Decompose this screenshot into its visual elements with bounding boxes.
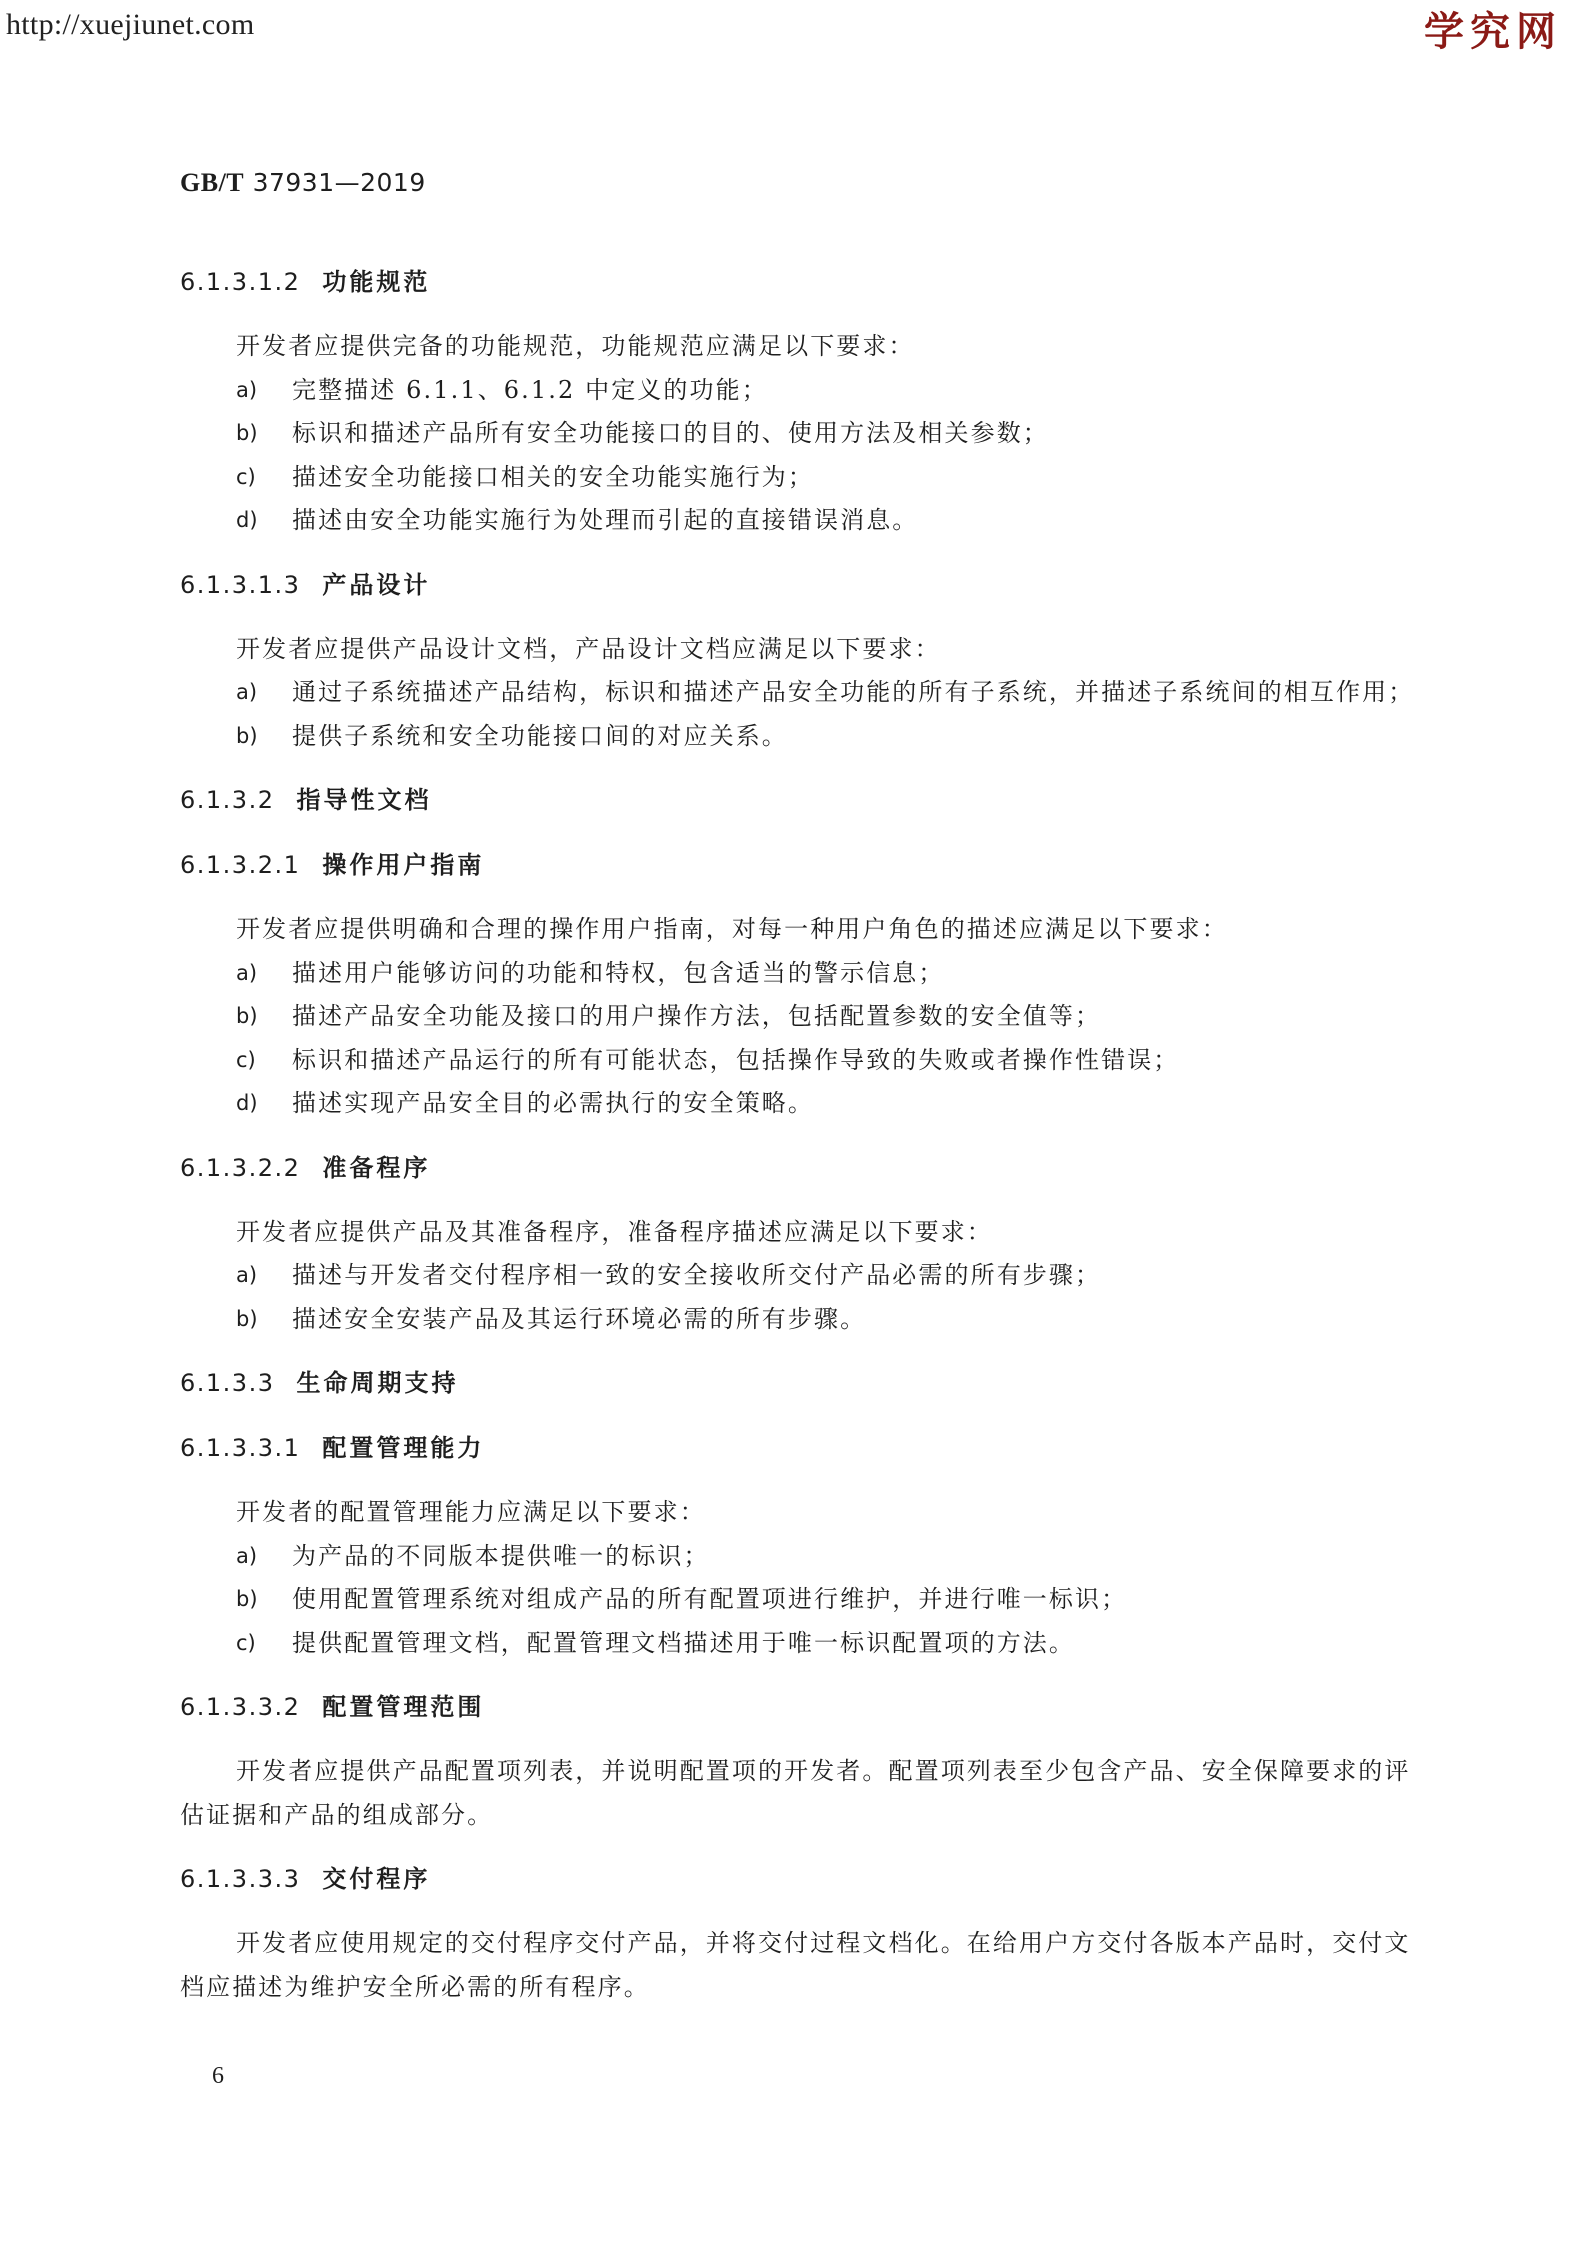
list-item-marker: b) [236,723,258,748]
section-heading [180,843,1420,887]
list-item [180,412,1420,456]
list-item-marker: d) [236,508,258,532]
site-url: http://xuejiunet.com [6,8,255,41]
section-heading [180,778,1420,822]
section-block [180,260,1420,543]
section-block [180,843,1420,1126]
list-item-text: 通过子系统描述产品结构，标识和描述产品安全功能的所有子系统，并描述子系统间的相互作用； [292,678,1415,706]
section-number: 6.1.3.1.2 [180,268,301,296]
section-number: 6.1.3.2 [180,786,275,814]
section-block [180,778,1420,822]
section-block [180,1857,1420,2009]
list-item [180,1254,1420,1298]
page-number: 6 [212,2063,224,2089]
section-title: 配置管理范围 [322,1693,485,1721]
document-body [180,260,1420,2029]
section-paragraph: 开发者应使用规定的交付程序交付产品，并将交付过程文档化。在给用户方交付各版本产品时，交付文档应描述为维护安全所必需的所有程序。 [180,1929,1411,2001]
list-item-marker: a) [236,680,258,704]
list-item [180,671,1420,715]
list-item [180,369,1420,413]
section-block [180,1685,1420,1837]
list-item [180,1622,1420,1666]
standard-code [180,168,426,198]
list-item-text: 描述实现产品安全目的必需执行的安全策略。 [292,1089,814,1117]
section-title: 产品设计 [322,570,431,599]
list-item [180,1535,1420,1579]
section-paragraph: 开发者应提供产品配置项列表，并说明配置项的开发者。配置项列表至少包含产品、安全保障要求的评估证据和产品的组成部分。 [180,1757,1411,1829]
section-heading [180,1426,1420,1470]
section-number: 6.1.3.1.3 [180,570,301,599]
section-paragraph: 开发者应提供产品及其准备程序，准备程序描述应满足以下要求： [236,1217,993,1246]
section-heading [180,1146,1420,1190]
list-item [180,1298,1420,1342]
list-item-marker: a) [236,1263,258,1287]
section-title: 交付程序 [322,1865,431,1893]
list-item [180,995,1420,1039]
section-paragraph: 开发者应提供产品设计文档，产品设计文档应满足以下要求： [236,634,941,663]
list-item-text: 描述用户能够访问的功能和特权，包含适当的警示信息； [292,958,945,987]
section-heading [180,1857,1420,1901]
list-item-text: 为产品的不同版本提供唯一的标识； [292,1541,710,1570]
section-number: 6.1.3.2.2 [180,1153,301,1182]
list-item-marker: d) [236,1091,258,1115]
list-item-marker: a) [236,377,258,402]
list-item-text: 描述产品安全功能及接口的用户操作方法，包括配置参数的安全值等； [292,1002,1102,1030]
section-block [180,1426,1420,1665]
section-title: 功能规范 [322,268,431,296]
section-block [180,1146,1420,1342]
section-heading [180,260,1420,304]
list-item-marker: b) [236,1004,258,1028]
list-item [180,1578,1420,1622]
list-item-text: 完整描述 6.1.1、6.1.2 中定义的功能； [292,375,768,404]
list-item-marker: c) [236,464,256,489]
site-brand-logo: 学究网 [1424,8,1562,55]
list-item-text: 标识和描述产品所有安全功能接口的目的、使用方法及相关参数； [292,419,1049,447]
list-item-text: 描述安全功能接口相关的安全功能实施行为； [292,462,814,491]
section-heading [180,1685,1420,1729]
list-item-text: 描述与开发者交付程序相一致的安全接收所交付产品必需的所有步骤； [292,1261,1102,1289]
section-number: 6.1.3.3.1 [180,1434,301,1462]
section-title: 生命周期支持 [296,1369,459,1397]
list-item-marker: c) [236,1047,256,1072]
list-item-marker: b) [236,421,258,445]
list-item [180,499,1420,543]
section-number: 6.1.3.3 [180,1369,275,1397]
list-item-marker: b) [236,1306,258,1331]
section-block [180,1361,1420,1405]
section-number: 6.1.3.2.1 [180,851,301,879]
list-item-text: 描述由安全功能实施行为处理而引起的直接错误消息。 [292,506,919,534]
list-item-text: 标识和描述产品运行的所有可能状态，包括操作导致的失败或者操作性错误； [292,1045,1180,1074]
section-title: 准备程序 [322,1153,431,1182]
section-heading [180,563,1420,607]
standard-prefix: GB/T [180,168,245,197]
list-item [180,456,1420,500]
list-item [180,952,1420,996]
section-paragraph: 开发者应提供完备的功能规范，功能规范应满足以下要求： [236,332,915,360]
section-title: 配置管理能力 [322,1434,485,1462]
list-item-marker: c) [236,1630,256,1655]
section-heading [180,1361,1420,1405]
section-title: 操作用户指南 [322,851,485,879]
section-paragraph: 开发者的配置管理能力应满足以下要求： [236,1498,706,1526]
section-number: 6.1.3.3.3 [180,1865,301,1893]
list-item-text: 提供配置管理文档，配置管理文档描述用于唯一标识配置项的方法。 [292,1628,1075,1657]
list-item-text: 使用配置管理系统对组成产品的所有配置项进行维护，并进行唯一标识； [292,1585,1128,1613]
list-item-marker: a) [236,960,258,985]
list-item-text: 描述安全安装产品及其运行环境必需的所有步骤。 [292,1304,867,1333]
standard-number: 37931—2019 [252,168,426,197]
list-item-marker: a) [236,1543,258,1568]
list-item [180,1039,1420,1083]
list-item-marker: b) [236,1587,258,1611]
list-item-text: 提供子系统和安全功能接口间的对应关系。 [292,721,788,750]
section-title: 指导性文档 [296,786,432,814]
section-paragraph: 开发者应提供明确和合理的操作用户指南，对每一种用户角色的描述应满足以下要求： [236,915,1228,943]
list-item [180,715,1420,759]
section-block [180,563,1420,759]
section-number: 6.1.3.3.2 [180,1693,301,1721]
list-item [180,1082,1420,1126]
